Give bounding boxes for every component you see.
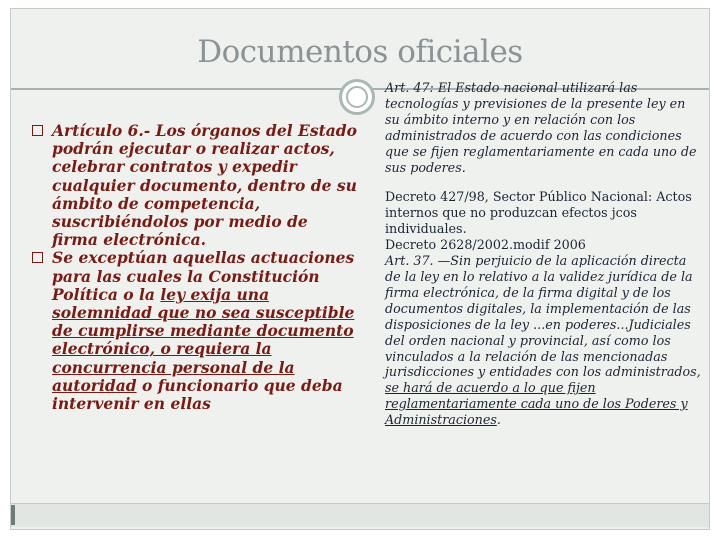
bottom-band: [11, 503, 709, 527]
bullet-excepciones-tail: o funcionario que deba intervenir en ellas: [52, 375, 343, 414]
art-37-paragraph: [385, 253, 703, 428]
bottom-band-edge: [11, 505, 15, 525]
art-37-label: Art. 37.: [385, 253, 434, 269]
slide-title: Documentos oficiales: [197, 34, 523, 70]
bullet-square-icon: [32, 125, 43, 136]
art-47-text: Art. 47: El Estado nacional utilizará las tecnologías y previsiones de la presente ley en su ámbito interno y en relación con los administrados de acuerdo con las condiciones que se fijen reglamentariamente en cada uno de sus poderes.: [385, 80, 697, 175]
decreto-427-text: Decreto 427/98, Sector Público Nacional: Actos internos que no produzcan efectos jcos individuales.: [385, 189, 692, 237]
decorative-circle-inner-icon: [346, 86, 368, 108]
art-37-underlined: se hará de acuerdo a lo que fijen reglamentariamente cada uno de los Poderes y Administraciones: [385, 380, 688, 428]
decreto-2628-text: Decreto 2628/2002.modif 2006: [385, 237, 586, 253]
bullet-excepciones-underlined: ley exija una solemnidad que no sea susceptible de cumplirse mediante documento electrónico, o requiera la concurrencia personal de la autoridad: [52, 284, 355, 395]
art-37-end: .: [496, 412, 501, 428]
bullet-articulo-6-text: Artículo 6.- Los órganos del Estado podrán ejecutar o realizar actos, celebrar contratos y expedir cualquier documento, dentro de su ámbito de competencia, suscribiéndolos por medio de firma electrónica.: [52, 121, 357, 250]
left-column: [28, 122, 358, 413]
bullet-articulo-6: [28, 122, 358, 249]
right-column: [385, 80, 703, 428]
bullet-square-icon: [32, 252, 43, 263]
bullet-excepciones-text: Se exceptúan aquellas actuaciones para las cuales la Constitución Política o la: [52, 248, 355, 304]
bullet-excepciones: [28, 249, 358, 413]
art-37-text: —Sin perjuicio de la aplicación directa de la ley en lo relativo a la validez jurídica de la firma electrónica, de la firma digital y de los documentos digitales, la implementación de las disposiciones de la ley ...en poderes...Judiciales del orden nacional y provincial, así como los vinculados a la relación de las mencionadas jurisdicciones y entidades con los administrados,: [385, 253, 701, 380]
